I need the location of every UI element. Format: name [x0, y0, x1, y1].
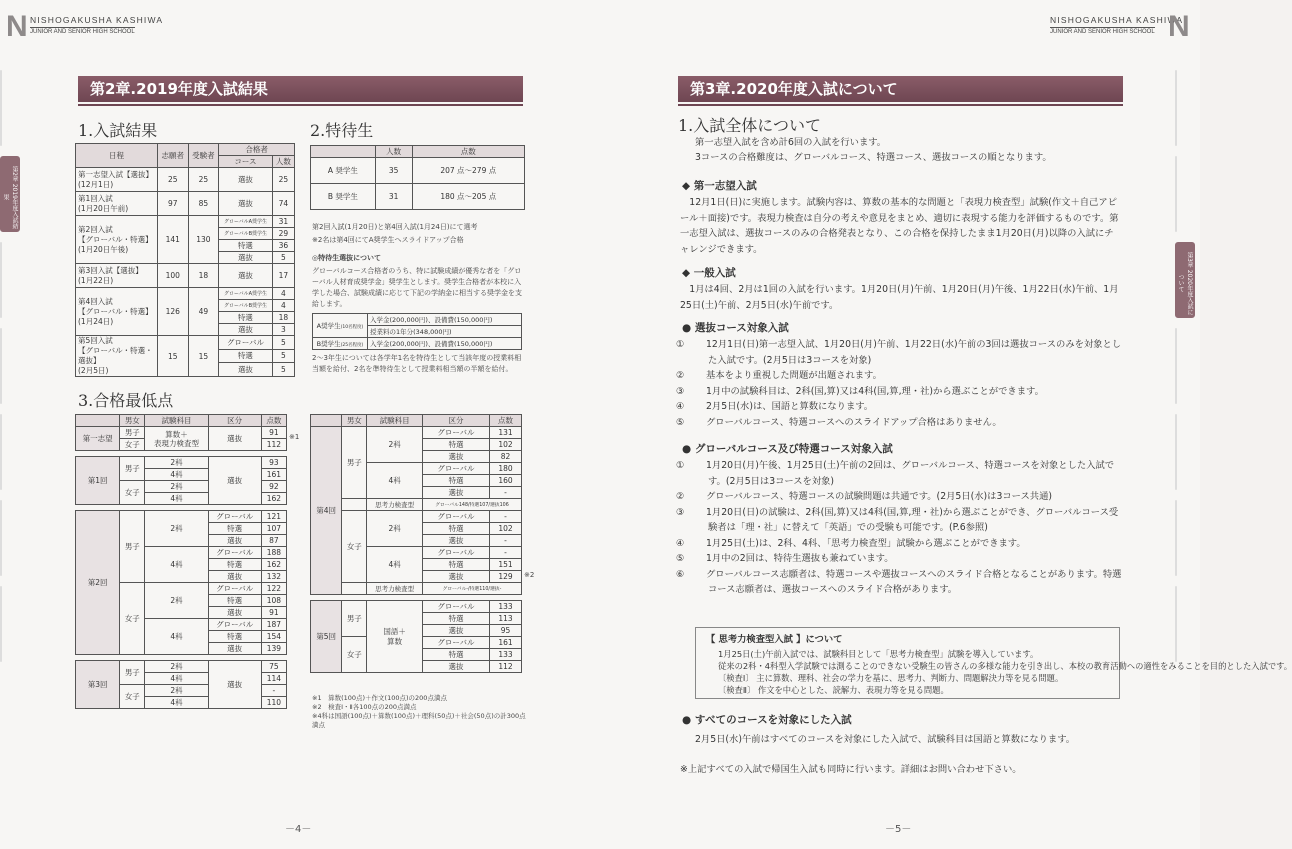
table-cell: 選抜: [219, 324, 273, 336]
table-cell: 110: [261, 697, 286, 709]
table-cell: 91: [261, 427, 286, 439]
table-cell: 選抜: [422, 571, 489, 583]
table-row: [76, 168, 295, 192]
scholarship-table: [310, 145, 525, 210]
scholarship-note-1: 第2回入試(1月20日)と第4回入試(1月24日)にて選考: [312, 223, 478, 231]
list-item: [676, 337, 1122, 368]
table-cell: グローバル: [219, 336, 273, 350]
table-cell: 男子: [120, 661, 145, 685]
table-cell: 4: [272, 288, 294, 300]
table-cell: 92: [261, 481, 286, 493]
table-cell: 3: [272, 324, 294, 336]
table-cell: -: [490, 487, 522, 499]
table-cell: 49: [188, 288, 219, 336]
table-cell: グローバルB奨学生: [219, 228, 273, 240]
table-cell: 2科: [145, 457, 208, 469]
table-cell: 2科: [367, 511, 422, 547]
table-cell: 第一志望入試【選抜】 (12月1日): [76, 168, 158, 192]
table-cell: 207 点～279 点: [412, 158, 524, 184]
table-cell: 第3回入試【選抜】 (1月22日): [76, 264, 158, 288]
list-item: [676, 399, 1122, 415]
table-cell: 91: [261, 607, 286, 619]
table-cell: 女子: [342, 511, 367, 583]
scholarship-note-2: ※2名は第4回にてA奨学生へスライドアップ合格: [312, 236, 464, 244]
table-cell: 選抜: [422, 625, 489, 637]
table-header-cell: 男女: [342, 415, 367, 427]
table-cell: 第1回入試 (1月20日午前): [76, 192, 158, 216]
table-header-cell: 合格者: [219, 144, 295, 156]
list-item-text: 1月中の試験科目は、2科(国,算)又は4科(国,算,理・社)から選ぶことができます。: [706, 385, 1044, 397]
table-row: [311, 601, 522, 613]
mark-1: ※1: [289, 433, 300, 441]
table-cell: グローバル: [422, 637, 489, 649]
table-cell: 108: [261, 595, 286, 607]
table-header-cell: 区分: [208, 415, 261, 427]
list-item-text: 2月5日(水)は、国語と算数になります。: [706, 401, 874, 412]
table-cell: 25: [272, 168, 294, 192]
table-header-cell: 点数: [261, 415, 286, 427]
table-cell: 特選: [208, 559, 261, 571]
table-cell: 112: [261, 439, 286, 451]
table-cell: 35: [375, 158, 412, 184]
table-cell: グローバル: [208, 619, 261, 631]
list-item-text: 12月1日(日)第一志望入試、1月20日(月)午前、1月22日(水)午前の3回は選抜コースのみを対象とした入試です。(2月5日は3コースを対象): [706, 339, 1122, 366]
list-item-number: ③: [676, 385, 685, 397]
list-item-number: ⑤: [676, 553, 685, 564]
table-cell: 2科: [367, 427, 422, 463]
heading-global: ● グローバルコース及び特選コース対象入試: [682, 443, 893, 455]
table-cell: 2科: [145, 583, 208, 619]
table-cell: グローバル: [208, 547, 261, 559]
table-row: [311, 499, 522, 511]
table-cell: 男子: [342, 601, 367, 637]
table-cell: 特選: [208, 631, 261, 643]
table-row: [76, 216, 295, 228]
section-title-scholarship: 2.特待生: [310, 121, 374, 140]
list-item-number: ②: [676, 491, 685, 502]
table-cell: 129: [490, 571, 522, 583]
table-cell: 2科: [145, 661, 208, 673]
table-cell: 特選: [422, 523, 489, 535]
table-row: [76, 511, 287, 523]
table-header-cell: [311, 415, 342, 427]
table-cell: グローバルA奨学生: [219, 216, 273, 228]
para-all: 2月5日(水)午前はすべてのコースを対象にした入試で、試験科目は国語と算数になります。: [695, 734, 1076, 745]
school-subtitle: JUNIOR AND SENIOR HIGH SCHOOL: [30, 29, 135, 35]
table-cell: 女子: [120, 583, 145, 655]
table-cell: 第4回入試 【グローバル・特選】 (1月24日): [76, 288, 158, 336]
footnote-1: ※1 算数(100点)＋作文(100点)の200点満点: [312, 694, 447, 702]
heading-first-choice: ◆ 第一志望入試: [682, 180, 757, 192]
list-item: [676, 415, 1122, 431]
table-cell: 31: [272, 216, 294, 228]
table-cell: 97: [158, 192, 189, 216]
box-p3: 〔検査Ⅰ〕 主に算数、理科、社会の学力を基に、思考力、判断力、問題解決力等を見る問題。: [718, 673, 1064, 683]
table-header-cell: 区分: [422, 415, 489, 427]
footnote: ※上記すべての入試で帰国生入試も同時に行います。詳細はお問い合わせ下さい。: [680, 764, 1022, 775]
table-cell: 187: [261, 619, 286, 631]
list-item: [676, 536, 1122, 552]
table-cell: 男子: [120, 427, 145, 439]
list-item: [676, 458, 1122, 489]
school-logo: N: [6, 10, 28, 43]
table-cell: 思考力検査型: [367, 583, 422, 595]
table-cell: 特選: [208, 595, 261, 607]
table-header-cell: 試験科目: [145, 415, 208, 427]
table-cell: 男子: [342, 427, 367, 499]
table-cell: 選抜: [219, 252, 273, 264]
table-header-cell: 日程: [76, 144, 158, 168]
list-item-text: グローバルコース、特選コースへのスライドアップ合格はありません。: [706, 416, 1002, 428]
table-cell: 特選: [422, 475, 489, 487]
right-page: [600, 0, 1292, 849]
table-row: [76, 661, 287, 673]
table-cell: 15: [188, 336, 219, 377]
table-cell: A 奨学生: [311, 158, 376, 184]
table-cell: 選抜: [422, 661, 489, 673]
table-cell: 114: [261, 673, 286, 685]
table-cell: 74: [272, 192, 294, 216]
table-cell: 5: [272, 252, 294, 264]
chapter-title: 第2章.2019年度入試結果: [78, 76, 523, 102]
table-row: [311, 158, 525, 184]
table-cell: 5: [272, 336, 294, 350]
list-item-text: 1月20日(日)の試験は、2科(国,算)又は4科(国,算,理・社)から選ぶことができ、グローバルコース受験者は「理・社」に替えて「英語」での受験も可能です。(P.6参照): [706, 506, 1119, 533]
table-cell: 102: [490, 523, 522, 535]
box-p2: 従来の2科・4科型入学試験では測ることのできない受験生の皆さんの多様な能力を引き出し、本校の教育活動への適性をみることを目的とした入試です。: [718, 661, 1292, 671]
scholarship-benefit-table: A奨学生(10名程度) 入学金(200,000円)、設備費(150,000円) 授業料の1年分(348,000円) B奨学生(25名程度) 入学金(200,000円)、設備費(150,000円): [312, 313, 522, 350]
table-cell: 選抜: [208, 427, 261, 451]
table-cell: [342, 499, 367, 511]
list-item-text: 1月中の2回は、特待生選抜も兼ねています。: [706, 553, 894, 564]
table-row: [76, 288, 295, 300]
results-table: [75, 143, 295, 377]
table-cell: 選抜: [208, 535, 261, 547]
school-name: NISHOGAKUSHA KASHIWA: [30, 15, 164, 25]
intro-2: 3コースの合格難度は、グローバルコース、特選コース、選抜コースの順となります。: [695, 152, 1052, 163]
table-cell: 130: [188, 216, 219, 264]
list-item: [676, 384, 1122, 400]
table-header-cell: 試験科目: [367, 415, 422, 427]
table-cell: 2科: [145, 685, 208, 697]
box-p4: 〔検査Ⅱ〕 作文を中心とした、読解力、表現力等を見る問題。: [718, 685, 949, 695]
table-cell: 112: [490, 661, 522, 673]
table-cell: 18: [188, 264, 219, 288]
table-cell: 特選: [422, 613, 489, 625]
table-row: [311, 184, 525, 210]
table-cell: グローバル: [422, 511, 489, 523]
table-cell: 特選: [208, 523, 261, 535]
table-cell: 第5回入試 【グローバル・特選・選抜】 (2月5日): [76, 336, 158, 377]
table-header-cell: 受験者: [188, 144, 219, 168]
mark-2: ※2: [524, 571, 535, 579]
table-cell: 4科: [145, 697, 208, 709]
table-cell: 161: [490, 637, 522, 649]
list-item: [676, 551, 1122, 567]
list-item: [676, 489, 1122, 505]
table-cell: 選抜: [208, 643, 261, 655]
table-header-cell: 人数: [375, 146, 412, 158]
table-cell: 18: [272, 312, 294, 324]
intro-1: 第一志望入試を含め計6回の入試を行います。: [695, 137, 887, 148]
para-first-choice: 12月1日(日)に実施します。試験内容は、算数の基本的な問題と「表現力検査型」試験(作文＋自己アピール＋面接)です。表現力検査は自分の考えや意見をまとめ、適切に表現する能力を評価するものです。第一志望入試は、選抜コースのみの合格発表となり、この合格を保持したまま1月20日(月)以降の入試にチャレンジできます。: [680, 197, 1119, 255]
heading-all: ● すべてのコースを対象にした入試: [682, 714, 852, 726]
list-item-number: ②: [676, 370, 685, 381]
table-cell: 算数＋ 表現力検査型: [145, 427, 208, 451]
list-item-number: ④: [676, 401, 685, 412]
table-cell: グローバル: [422, 547, 489, 559]
table-cell: グローバル: [422, 427, 489, 439]
table-cell: グローバル-/特選110/選抜-: [422, 583, 521, 595]
table-cell: グローバル: [422, 463, 489, 475]
table-cell: 95: [490, 625, 522, 637]
section-title-min-scores: 3.合格最低点: [78, 391, 174, 410]
table-header-row: [76, 144, 295, 156]
table-cell: 選抜: [219, 264, 273, 288]
scholarship-note-3: 2～3年生については各学年1名を特待生として当該年度の授業料相当額を給付、2名を準特待生として授業料相当額の半額を給付。: [312, 354, 522, 373]
table-cell: 87: [261, 535, 286, 547]
scholarship-subtitle: ◎特待生選抜について: [312, 254, 381, 262]
table-header-cell: [76, 415, 120, 427]
table-cell: 4科: [367, 463, 422, 499]
table-cell: 162: [261, 559, 286, 571]
table-cell: 36: [272, 240, 294, 252]
box-title: 【 思考力検査型入試 】について: [706, 634, 843, 645]
table-cell: 180 点～205 点: [412, 184, 524, 210]
table-cell: 国語＋ 算数: [367, 601, 422, 673]
table-cell: 第1回: [76, 457, 120, 505]
min-score-table-right: [310, 414, 522, 673]
left-page: [0, 0, 600, 849]
heading-senbatsu: ● 選抜コース対象入試: [682, 322, 789, 334]
edge-tabs: [1175, 70, 1195, 672]
table-cell: グローバルA奨学生: [219, 288, 273, 300]
page-number: －5－: [885, 824, 912, 835]
table-cell: 151: [490, 559, 522, 571]
table-cell: グローバル: [208, 583, 261, 595]
footnote-2: ※2 検査Ⅰ・Ⅱ各100点の200点満点: [312, 703, 417, 711]
table-cell: 85: [188, 192, 219, 216]
table-cell: グローバルB奨学生: [219, 300, 273, 312]
table-cell: 4科: [145, 547, 208, 583]
table-cell: 女子: [120, 481, 145, 505]
school-name: NISHOGAKUSHA KASHIWA: [1050, 15, 1184, 25]
list-item-number: ⑤: [676, 416, 685, 428]
table-row: [76, 457, 287, 469]
table-cell: 121: [261, 511, 286, 523]
table-cell: 25: [188, 168, 219, 192]
table-cell: 15: [158, 336, 189, 377]
table-cell: 4科: [367, 547, 422, 583]
table-cell: 男子: [120, 511, 145, 583]
table-cell: 第5回: [311, 601, 342, 673]
table-cell: 選抜: [422, 535, 489, 547]
table-cell: 17: [272, 264, 294, 288]
box-p1: 1月25日(土)午前入試では、試験科目として「思考力検査型」試験を導入しています。: [718, 649, 1039, 659]
table-cell: 132: [261, 571, 286, 583]
table-cell: 133: [490, 649, 522, 661]
list-item-number: ④: [676, 537, 685, 549]
table-cell: 4科: [145, 469, 208, 481]
table-row: [311, 583, 522, 595]
heading-general: ◆ 一般入試: [682, 267, 736, 279]
table-row: [76, 427, 287, 439]
table-cell: グローバル: [208, 511, 261, 523]
table-cell: 25: [158, 168, 189, 192]
table-cell: [342, 583, 367, 595]
table-row: [76, 264, 295, 288]
table-cell: 特選: [422, 649, 489, 661]
table-cell: 139: [261, 643, 286, 655]
list-item-number: ①: [676, 339, 685, 350]
list-item-text: 1月25日(土)は、2科、4科、「思考力検査型」試験から選ぶことができます。: [706, 537, 1026, 549]
table-header-cell: [311, 146, 376, 158]
table-cell: B 奨学生: [311, 184, 376, 210]
list-item-text: 基本をより重視した問題が出題されます。: [706, 370, 882, 381]
table-cell: 選抜: [219, 168, 273, 192]
table-cell: -: [261, 685, 286, 697]
chapter-title: 第3章.2020年度入試について: [678, 76, 1123, 102]
list-item-number: ①: [676, 460, 685, 471]
table-cell: グローバル: [422, 601, 489, 613]
table-cell: 第4回: [311, 427, 342, 595]
table-cell: 特選: [422, 559, 489, 571]
table-cell: 第3回: [76, 661, 120, 709]
table-cell: 男子: [120, 457, 145, 481]
table-header-row: [76, 415, 287, 427]
table-header-cell: 男女: [120, 415, 145, 427]
table-cell: 113: [490, 613, 522, 625]
table-cell: 選抜: [208, 661, 261, 709]
table-cell: 特選: [219, 312, 273, 324]
table-cell: 選抜: [422, 487, 489, 499]
table-header-cell: コース: [219, 156, 273, 168]
list-item-text: グローバルコース、特選コースの試験問題は共通です。(2月5日(水)は3コース共通): [706, 491, 1053, 502]
table-cell: 31: [375, 184, 412, 210]
table-cell: 女子: [342, 637, 367, 673]
table-header-row: [311, 415, 522, 427]
edge-tabs: [0, 70, 20, 672]
table-cell: 4科: [145, 619, 208, 655]
table-cell: 選抜: [208, 607, 261, 619]
table-cell: 思考力検査型: [367, 499, 422, 511]
table-cell: 4科: [145, 493, 208, 505]
table-cell: 第2回入試 【グローバル・特選】 (1月20日午後): [76, 216, 158, 264]
para-general: 1月は4回、2月は1回の入試を行います。1月20日(月)午前、1月20日(月)午後、1月22日(水)午前、1月25日(土)午前、2月5日(水)午前です。: [680, 284, 1119, 311]
table-cell: 93: [261, 457, 286, 469]
scholarship-desc: グローバルコース合格者のうち、特に試験成績が優秀な者を「グローバル人材育成奨学金」奨学生とします。奨学生合格者が本校に入学した場合、試験成績に応じて下記の学納金に相当する奨学金を支給します。: [312, 267, 522, 308]
table-cell: 188: [261, 547, 286, 559]
table-cell: 選抜: [422, 451, 489, 463]
list-item-number: ③: [676, 506, 685, 518]
table-row: [76, 192, 295, 216]
table-cell: 選抜: [219, 363, 273, 377]
table-cell: 133: [490, 601, 522, 613]
table-cell: 107: [261, 523, 286, 535]
table-cell: 2科: [145, 481, 208, 493]
table-cell: 100: [158, 264, 189, 288]
table-cell: 126: [158, 288, 189, 336]
table-cell: -: [490, 547, 522, 559]
thinking-exam-box: [695, 627, 1292, 699]
list-item-text: グローバルコース志願者は、特選コースや選抜コースへのスライド合格となることがあります。特選コース志願者は、選抜コースへのスライド合格があります。: [706, 568, 1122, 595]
table-cell: 特選: [219, 240, 273, 252]
table-cell: 5: [272, 349, 294, 363]
table-cell: 29: [272, 228, 294, 240]
side-tab-active: 第3章 2020年度入試について: [1175, 242, 1195, 318]
table-cell: 特選: [219, 349, 273, 363]
table-cell: 4科: [145, 673, 208, 685]
table-cell: 75: [261, 661, 286, 673]
table-cell: 4: [272, 300, 294, 312]
table-cell: 選抜: [219, 192, 273, 216]
list-item-text: 1月20日(月)午後、1月25日(土)午前の2回は、グローバルコース、特選コースを対象とした入試です。(2月5日は3コースを対象): [706, 460, 1115, 487]
table-cell: -: [490, 535, 522, 547]
table-cell: 180: [490, 463, 522, 475]
table-cell: 特選: [422, 439, 489, 451]
table-header-cell: 点数: [412, 146, 524, 158]
side-tab-active: 第2章 2019年度入試結果: [0, 156, 20, 232]
table-cell: 第2回: [76, 511, 120, 655]
table-cell: 160: [490, 475, 522, 487]
list-item-number: ⑥: [676, 568, 685, 580]
table-row: [76, 336, 295, 350]
table-header-cell: 点数: [490, 415, 522, 427]
table-cell: 82: [490, 451, 522, 463]
table-cell: -: [490, 511, 522, 523]
school-subtitle: JUNIOR AND SENIOR HIGH SCHOOL: [1050, 29, 1155, 35]
section-title-results: 1.入試結果: [78, 121, 158, 140]
table-cell: 102: [490, 439, 522, 451]
table-cell: 131: [490, 427, 522, 439]
table-cell: 選抜: [208, 571, 261, 583]
table-cell: 162: [261, 493, 286, 505]
table-row: [311, 511, 522, 523]
page-number: －4－: [285, 824, 312, 835]
table-cell: グローバル148/特選107/選抜106: [422, 499, 521, 511]
list-item: [676, 505, 1122, 536]
table-cell: 122: [261, 583, 286, 595]
table-cell: 第一志望: [76, 427, 120, 451]
school-logo: N: [1168, 10, 1190, 43]
table-cell: 女子: [120, 685, 145, 709]
table-cell: 161: [261, 469, 286, 481]
list-item: [676, 368, 1122, 384]
section-title: 1.入試全体について: [678, 116, 821, 135]
table-header-cell: 志願者: [158, 144, 189, 168]
table-cell: 女子: [120, 439, 145, 451]
min-score-table-left: [75, 414, 287, 709]
table-cell: 2科: [145, 511, 208, 547]
list-item: [676, 567, 1122, 598]
table-cell: 選抜: [208, 457, 261, 505]
table-cell: 154: [261, 631, 286, 643]
table-header-row: [311, 146, 525, 158]
table-cell: 5: [272, 363, 294, 377]
table-cell: 141: [158, 216, 189, 264]
footnote-3: ※4科は国語(100点)＋算数(100点)＋理科(50点)＋社会(50点)の計300点満点: [312, 712, 526, 729]
table-row: [311, 427, 522, 439]
table-header-cell: 人数: [272, 156, 294, 168]
